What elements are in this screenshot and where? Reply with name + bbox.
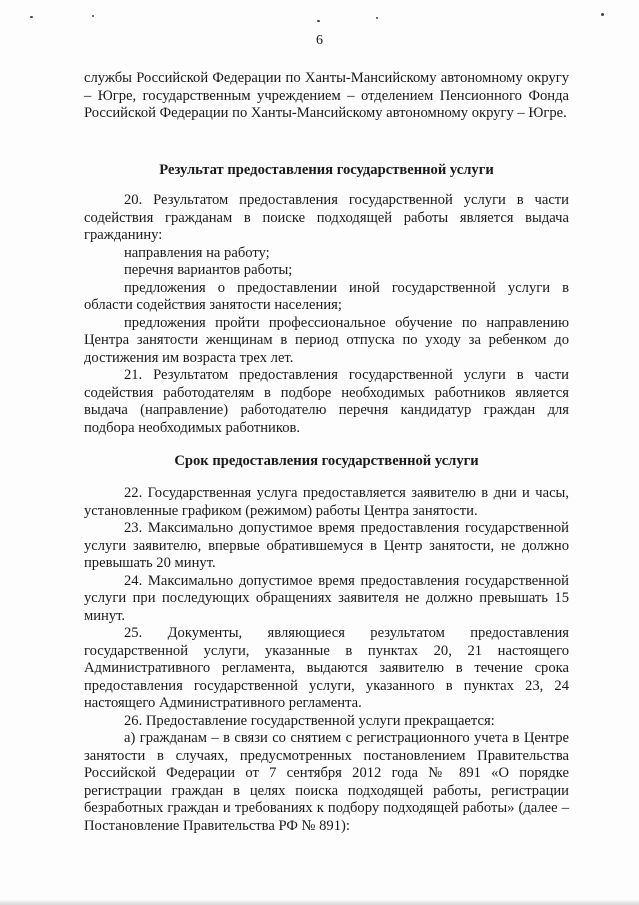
- list-item-training: предложения пройти профессиональное обучение по направлению Центра занятости женщинам в период отпуска по уходу за ребенком до достижения им возраста трех лет.: [84, 314, 569, 366]
- list-item-direction: направления на работу;: [124, 244, 270, 261]
- paragraph-23: 23. Максимально допустимое время предоставления государственной услуги заявителю, впервые обратившемуся в Центр занятости, не должно превышать 20 минут.: [84, 520, 569, 571]
- intro-text: службы Российской Федерации по Ханты-Мансийскому автономному округу – Югре, государственным учреждением – отделением Пенсионного Фонда Российской Федерации по Ханты-Мансийскому автономному округу – Югре.: [84, 70, 569, 121]
- section-term-body: [84, 485, 569, 835]
- paragraph-22: 22. Государственная услуга предоставляется заявителю в дни и часы, установленные графиком (режимом) работы Центра занятости.: [84, 485, 569, 519]
- paragraph-24: 24. Максимально допустимое время предоставления государственной услуги при последующих обращениях заявителя не должно превышать 15 минут.: [84, 572, 569, 624]
- scan-bottom-edge: [0, 899, 639, 905]
- paragraph-26a: а) гражданам – в связи со снятием с регистрационного учета в Центре занятости в случаях, предусмотренных постановлением Правительства Российской Федерации от 7 сентября 2012 года № 891 «О порядке регистрации граждан в целях поиска подходящей работы, регистрации безработных граждан и требованиях к подбору подходящей работы» (далее – Постановление Правительства РФ № 891):: [84, 730, 569, 834]
- paragraph-25: 25. Документы, являющиеся результатом предоставления государственной услуги, указанные в пунктах 20, 21 настоящего Административного регламента, выдаются заявителю в течение срока предоставления государственной услуги, указанного в пунктах 23, 24 настоящего Административного регламента.: [84, 625, 569, 711]
- list-item-other-service: предложения о предоставлении иной государственной услуги в области содействия занятости населения;: [84, 279, 569, 313]
- paragraph-21: 21. Результатом предоставления государственной услуги в части содействия работодателям в подборе необходимых работников является выдача (направление) работодателю перечня кандидатур граждан для подбора необходимых работников.: [84, 367, 569, 436]
- paragraph-20: 20. Результатом предоставления государственной услуги в части содействия гражданам в поиске подходящей работы является выдача гражданину:: [84, 192, 569, 243]
- scan-speck: [30, 16, 33, 18]
- section-heading-term: Срок предоставления государственной услуги: [174, 453, 479, 469]
- scan-speck: [601, 13, 604, 16]
- list-item-vacancies: перечня вариантов работы;: [124, 262, 293, 278]
- section-heading-result: Результат предоставления государственной услуги: [159, 162, 494, 178]
- paragraph-26: 26. Предоставление государственной услуги прекращается:: [124, 712, 495, 729]
- scan-speck: [376, 17, 378, 19]
- scan-speck: [92, 15, 94, 17]
- section-result-body: [84, 192, 569, 437]
- scan-speck: [317, 20, 320, 22]
- intro-paragraph: [84, 70, 569, 123]
- page-number: 6: [316, 33, 323, 48]
